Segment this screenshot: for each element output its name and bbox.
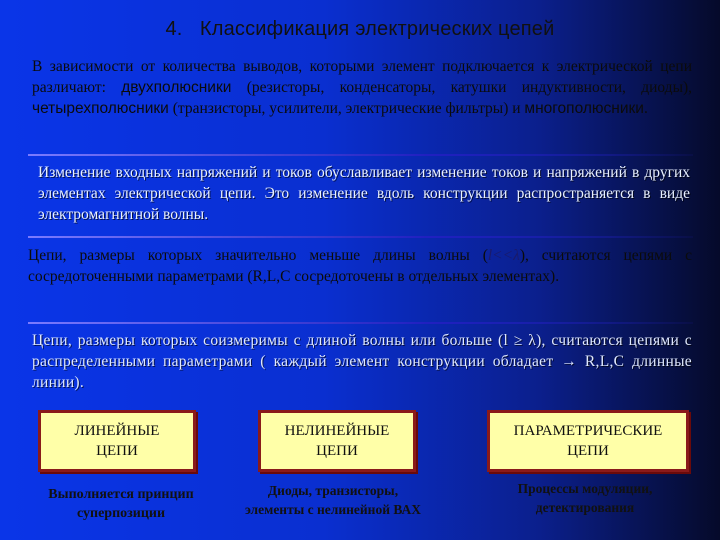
p3-text-b: ), считаются цепями с сосредоточенными параметрами (R,L,C сосредоточены в отдельных элементах). xyxy=(28,247,692,285)
caption-line2: элементы с нелинейной ВАХ xyxy=(244,502,422,517)
p1-text-c: (резисторы, конденсаторы, катушки индуктивности, диоды), xyxy=(246,79,693,96)
caption-nonlinear xyxy=(224,481,442,519)
p4-text-b: ), считаются цепями с распределенными параметрами ( каждый элемент конструкции обладает xyxy=(32,332,692,370)
term-four-pole: четырехполюсники xyxy=(32,100,169,117)
box-linear-circuits xyxy=(38,410,196,472)
caption-line1: Выполняется принцип xyxy=(48,487,194,502)
caption-line2: детектирования xyxy=(535,500,635,515)
box-line1: НЕЛИНЕЙНЫЕ xyxy=(284,423,390,439)
box-line1: ПАРАМЕТРИЧЕСКИЕ xyxy=(513,423,663,439)
box-line2: ЦЕПИ xyxy=(96,443,138,459)
box-line1: ЛИНЕЙНЫЕ xyxy=(74,423,160,439)
p1-text-a: В зависимости от количества выводов, которыми элемент подключается к электрической цепи различают: xyxy=(32,58,692,96)
p3-text-a: Цепи, размеры которых значительно меньше длины волны ( xyxy=(28,247,488,264)
caption-line2: суперпозиции xyxy=(76,506,166,521)
p1-text-e: (транзисторы, усилители, электрические фильтры) и xyxy=(172,100,521,117)
box-nonlinear-circuits xyxy=(258,410,416,472)
caption-parametric xyxy=(480,479,690,517)
p4-symbol: l ≥ λ xyxy=(503,332,537,349)
paragraph-lumped xyxy=(28,245,692,287)
paragraph-distributed xyxy=(32,330,692,393)
arrow-icon: → xyxy=(561,353,578,370)
divider-line xyxy=(28,236,693,238)
caption-line1: Процессы модуляции, xyxy=(517,481,653,496)
p1-text-g: . xyxy=(643,100,648,117)
divider-line xyxy=(28,154,693,156)
term-two-pole: двухполюсники xyxy=(121,79,232,96)
p4-text-a: Цепи, размеры которых соизмеримы с длиной волны или больше ( xyxy=(32,332,504,349)
caption-line1: Диоды, транзисторы, xyxy=(267,483,399,498)
divider-line xyxy=(28,322,693,324)
p3-symbol: l<<λ xyxy=(487,247,520,264)
box-parametric-circuits xyxy=(487,410,689,472)
paragraph-poles xyxy=(32,56,692,119)
slide-title xyxy=(0,18,720,41)
p4-text-c: R,L,C длинные линии). xyxy=(32,353,692,391)
title-text: Классификация электрических цепей xyxy=(199,18,555,40)
caption-linear xyxy=(24,485,218,523)
box-line2: ЦЕПИ xyxy=(316,443,358,459)
paragraph-wave: Изменение входных напряжений и токов обуславливает изменение токов и напряжений в других элементах электрической цепи. Это изменение вдоль конструкции распространяется в виде электромагнитной волны. xyxy=(38,164,690,223)
term-multi-pole: многополюсники xyxy=(524,100,644,117)
box-line2: ЦЕПИ xyxy=(567,443,609,459)
title-number: 4. xyxy=(165,18,183,40)
